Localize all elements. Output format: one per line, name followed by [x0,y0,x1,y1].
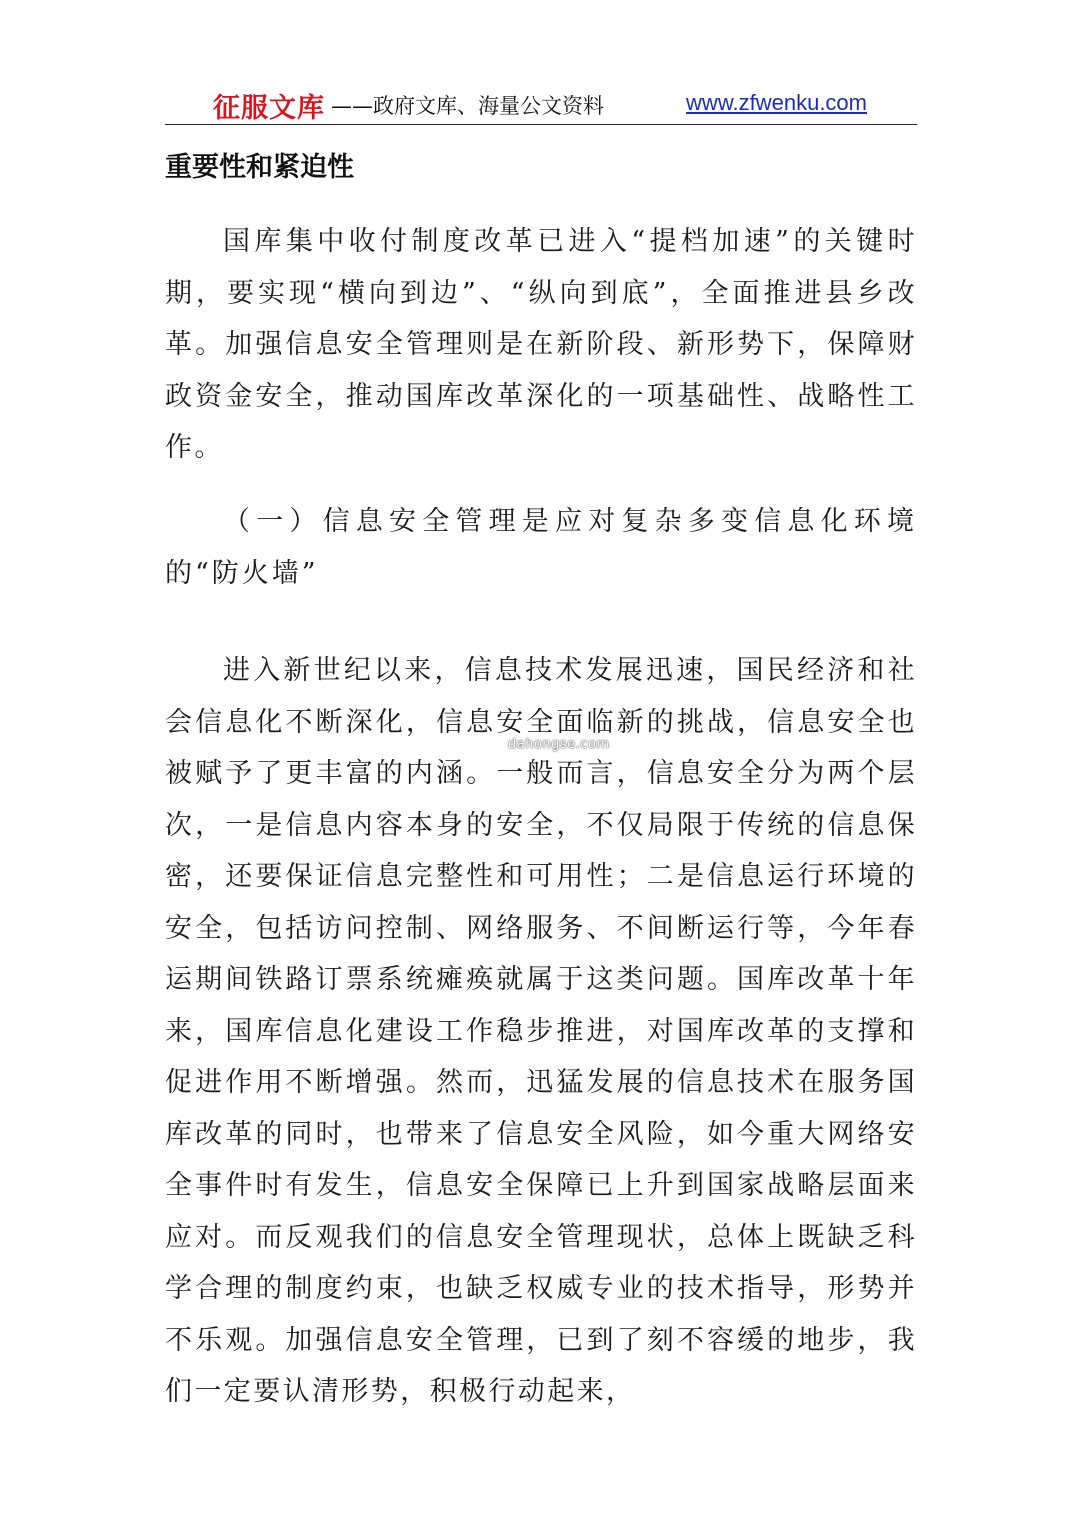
brand-logo-text: 征服文库 [213,93,325,124]
watermark-text: dahongse.com [508,737,610,752]
subsection-heading: （一）信息安全管理是应对复杂多变信息化环境的“防火墙” [165,506,917,589]
section-heading: 重要性和紧迫性 [165,152,354,183]
body-paragraph-1: 国库集中收付制度改革已进入“提档加速”的关键时期，要实现“横向到边”、“纵向到底”，全面推进县乡改革。加强信息安全管理则是在新阶段、新形势下，保障财政资金安全，推动国库改革深化的一项基础性、战略性工作。 [165,226,917,463]
body-paragraph-2: 进入新世纪以来，信息技术发展迅速，国民经济和社会信息化不断深化，信息安全面临新的挑战，信息安全也被赋予了更丰富的内涵。一般而言，信息安全分为两个层次，一是信息内容本身的安全，不仅局限于传统的信息保密，还要保证信息完整性和可用性；二是信息运行环境的安全，包括访问控制、网络服务、不间断运行等，今年春运期间铁路订票系统瘫痪就属于这类问题。国库改革十年来，国库信息化建设工作稳步推进，对国库改革的支撑和促进作用不断增强。然而，迅猛发展的信息技术在服务国库改革的同时，也带来了信息安全风险，如今重大网络安全事件时有发生，信息安全保障已上升到国家战略层面来应对。而反观我们的信息安全管理现状，总体上既缺乏科学合理的制度约束，也缺乏权威专业的技术指导，形势并不乐观。加强信息安全管理，已到了刻不容缓的地步，我们一定要认清形势，积极行动起来， [165,655,917,1407]
header-tagline: ——政府文库、海量公文资料 [331,94,604,118]
website-link[interactable]: www.zfwenku.com [686,90,867,115]
page-header [165,80,917,125]
